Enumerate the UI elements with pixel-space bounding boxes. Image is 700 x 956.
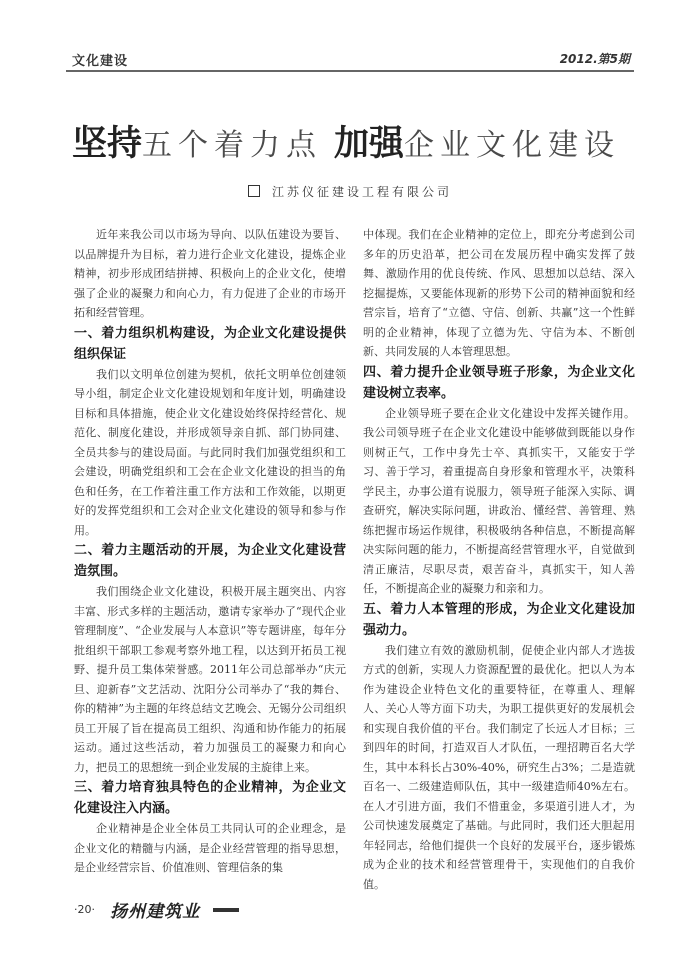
body-paragraph: 中体现。我们在企业精神的定位上，即充分考虑到公司多年的历史沿革，把公司在发展历程中确实发挥了鼓舞、激励作用的优良传统、作风、思想加以总结、深入挖掘提炼，又要能体现新的形势下公司的精神面貌和经营宗旨，培育了“立德、守信、创新、共赢”这一个性鲜明的企业精神，体现了立德为先、守信为本、不断创新、共同发展的人本管理思想。 — [363, 228, 635, 358]
title-part1-bold: 坚持 — [72, 124, 143, 164]
section-name: 文化建设 — [72, 54, 129, 69]
section-heading: 一、着力组织机构建设，为企业文化建设提供组织保证 — [74, 325, 346, 362]
section-heading: 五、着力人本管理的形成，为企业文化建设加强动力。 — [363, 601, 635, 638]
section-heading: 二、着力主题活动的开展，为企业文化建设营造氛围。 — [74, 543, 346, 579]
body-paragraph: 企业精神是企业全体员工共同认可的企业理念，是企业文化的精髓与内涵，是企业经营管理的指导思想，是企业经营宗旨、价值准则、管理信条的集 — [74, 822, 346, 874]
footer-bar — [213, 908, 239, 912]
left-column — [74, 225, 346, 874]
page-footer — [74, 897, 239, 922]
header-rule — [66, 70, 634, 72]
author-name: 江苏仪征建设工程有限公司 — [271, 185, 452, 199]
title-part2-bold: 加强 — [334, 124, 405, 164]
body-paragraph: 我们建立有效的激励机制，促使企业内部人才选拔方式的创新，实现人力资源配置的最优化。把以人为本作为建设企业特色文化的重要特征，在尊重人、理解人、关心人等方面下功夫，为职工提供更好的发展机会和实现自我价值的平台。我们制定了长远人才目标；三到四年的时间，打造双百人才队伍，一理招聘百名大学生，其中本科长占30%-40%，研究生占3%；二是造就百名一、二级建造师队伍，其中一级建造师40%左右。在人才引进方面，我们不惜重金，多渠道引进人才，为公司快速发展奠定了基础。与此同时，我们还大胆起用年轻同志，给他们提供一个良好的发展平台，逐步锻炼成为企业的技术和经营管理骨干，实现他们的自我价值。 — [363, 643, 635, 891]
article-title — [72, 116, 642, 168]
body-paragraph: 我们围绕企业文化建设，积极开展主题突出、内容丰富、形式多样的主题活动，邀请专家举办了“现代企业管理制度”、“企业发展与人本意识”等专题讲座，每年分批组织干部职工参观考察外地工程，以达到开拓员工视野、提升员工集体荣誉感。2011年公司总部举办“庆元旦、迎新春”文艺活动、沈阳分公司举办了“我的舞台、你的精神”为主题的年终总结文艺晚会、无锡分公司组织员工开展了旨在提高员工组织、沟通和协作能力的拓展运动。通过这些活动，着力加强员工的凝聚力和向心力，把员工的思想统一到企业发展的主旋律上来。 — [74, 585, 346, 774]
magazine-logo: 扬州建筑业 — [110, 902, 201, 922]
title-part1-rest: 五个着力点 — [142, 128, 323, 163]
title-part2-rest: 企业文化建设 — [404, 128, 621, 163]
issue-number: 2012.第5期 — [559, 52, 630, 66]
square-bullet-icon — [248, 185, 260, 197]
running-header — [66, 50, 634, 70]
section-heading: 四、着力提升企业领导班子形象，为企业文化建设树立表率。 — [363, 364, 635, 401]
author-byline — [0, 183, 700, 200]
page-number: ·20· — [74, 903, 95, 916]
right-column — [363, 225, 635, 891]
body-paragraph: 我们以文明单位创建为契机，依托文明单位创建领导小组，制定企业文化建设规划和年度计划，明确建设目标和具体措施，使企业文化建设始终保持经营化、规范化、制度化建设，并形成领导亲自抓、部门协同建、全员共参与的建设局面。与此同时我们加强党组织和工会建设，明确党组织和工会在企业文化建设的担当的角色和任务，在工作着注重工作方法和工作效能，以期更好的发挥党组织和工会对企业文化建设的领导和参与作用。 — [74, 367, 346, 537]
section-heading: 三、着力培育独具特色的企业精神，为企业文化建设注入内涵。 — [74, 780, 346, 816]
body-paragraph: 企业领导班子要在企业文化建设中发挥关键作用。我公司领导班子在企业文化建设中能够做到既能以身作则树正气，工作中身先士卒、真抓实干，又能安于学习、善于学习，着重提高自身形象和管理水平，决策科学民主，办事公道有说服力，领导班子能深入实际、调查研究，解决实际问题，讲政治、懂经营、善管理、熟练把握市场运作规律，积极吸纳各种信息，不断提高解决实际问题的能力，不断提高经营管理水平，自觉做到清正廉洁，尽职尽责，艰苦奋斗，真抓实干，知人善任，不断提高企业的凝聚力和亲和力。 — [363, 406, 635, 595]
body-paragraph: 近年来我公司以市场为导向、以队伍建设为要旨、以品牌提升为目标，着力进行企业文化建设，提炼企业精神，初步形成团结拼搏、积极向上的企业文化，使增强了企业的凝聚力和向心力，有力促进了企业的市场开拓和经营管理。 — [74, 228, 346, 319]
